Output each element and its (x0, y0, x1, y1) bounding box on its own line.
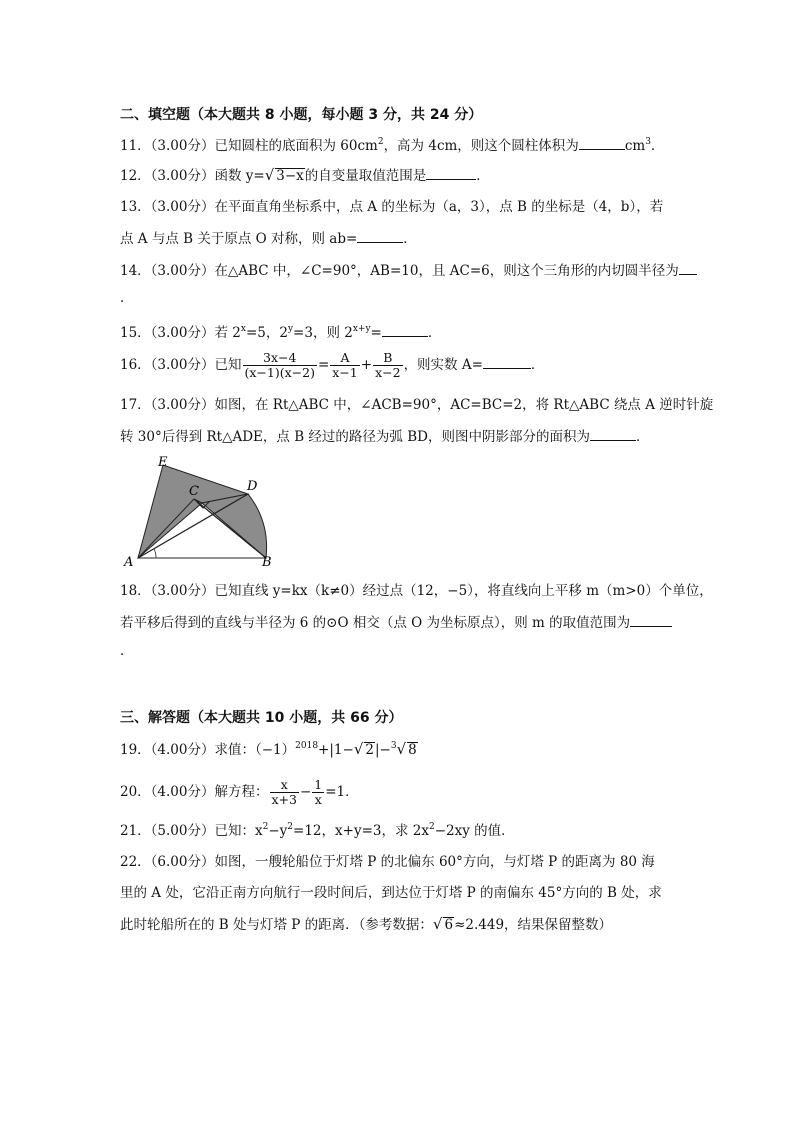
shaded-region-right (202, 494, 267, 558)
fraction: $\frac{x}{x+3}$ (271, 777, 297, 807)
answer-blank[interactable] (579, 136, 625, 150)
answer-blank[interactable] (357, 229, 403, 243)
label-c: C (189, 484, 199, 499)
question-22-line-1: 22．（6.00分）如图，一艘轮船位于灯塔 P 的北偏东 60°方向，与灯塔 P 的距离为 80 海 (120, 854, 655, 870)
question-20: 20．（4.00分）解方程： $\frac{x}{x+3}$ − $\frac{1}{x}$ =1． (120, 777, 359, 807)
question-18-line-3: ． (120, 643, 134, 659)
answer-blank[interactable] (590, 427, 636, 441)
question-22-line-3: 此时轮船所在的 B 处与灯塔 P 的距离．（参考数据：√ 6≈2.449，结果保留整数） (120, 915, 613, 933)
label-a: A (124, 555, 134, 570)
answer-blank[interactable] (382, 323, 428, 337)
question-14-line-1: 14．（3.00分）在△ABC 中，∠C=90°，AB=10，且 AC=6，则这个三角形的内切圆半径为 (120, 261, 697, 280)
question-22-line-2: 里的 A 处，它沿正南方向航行一段时间后，到达位于灯塔 P 的南偏东 45°方向的 B 处，求 (120, 885, 662, 901)
section-2-title: 二、填空题（本大题共 8 小题，每小题 3 分，共 24 分） (120, 107, 483, 123)
label-d: D (247, 479, 258, 494)
question-15: 15．（3.00分）若 $2^x=5$，$2^y=3$，则 $2^{x+y}=$ ． (120, 324, 442, 341)
question-21: 21．（5.00分）已知：$x^2-y^2=12$，x+y=3，求 $2x^2-2xy$ 的值． (120, 822, 515, 839)
answer-blank[interactable] (426, 166, 476, 180)
question-19: 19．（4.00分）求值：$(-1)^{2018}+|1-√$ 2|−$^3$√ 8 (120, 740, 417, 758)
question-12: 12．（3.00分）函数 y=√ 3−x的自变量取值范围是 ． (120, 166, 490, 184)
fraction: $\frac{B}{x-2}$ (375, 350, 401, 380)
question-13-line-2: 点 A 与点 B 关于原点 O 对称，则 ab= ． (120, 231, 417, 247)
rotation-figure (118, 452, 288, 572)
answer-blank[interactable] (483, 355, 531, 369)
question-16: 16．（3.00分）已知 $\frac{3x-4}{(x-1)(x-2)}$ = $\frac{A}{x-1}$ + $\frac{B}{x-2}$ ，则实数 A= ． (120, 350, 545, 380)
question-17-line-2: 转 30°后得到 Rt△ADE，点 B 经过的路径为弧 BD，则图中阴影部分的面积为 ． (120, 429, 650, 445)
question-18-line-1: 18．（3.00分）已知直线 y=kx（k≠0）经过点（12，−5），将直线向上平移 m（m>0）个单位， (120, 583, 713, 599)
fraction: $\frac{A}{x-1}$ (332, 350, 358, 380)
section-3-title: 三、解答题（本大题共 10 小题，共 66 分） (120, 710, 403, 726)
question-18-line-2: 若平移后得到的直线与半径为 6 的⊙O 相交（点 O 为坐标原点），则 m 的取值范围为 (120, 613, 672, 632)
label-b: B (262, 555, 272, 570)
fraction: $\frac{3x-4}{(x-1)(x-2)}$ (244, 350, 315, 380)
label-e: E (158, 455, 168, 470)
fraction: $\frac{1}{x}$ (314, 777, 323, 807)
question-17-line-1: 17．（3.00分）如图，在 Rt△ABC 中，∠ACB=90°，AC=BC=2，将 Rt△ABC 绕点 A 逆时针旋 (120, 397, 714, 413)
answer-blank[interactable] (630, 613, 672, 627)
answer-blank[interactable] (679, 261, 697, 275)
question-13-line-1: 13．（3.00分）在平面直角坐标系中，点 A 的坐标为（a，3），点 B 的坐标是（4，b），若 (120, 199, 664, 215)
question-11: 11．（3.00分）已知圆柱的底面积为 $60cm^2$，高为 4cm，则这个圆柱体积为 $cm^3$． (120, 137, 665, 154)
question-14-line-2: ． (120, 290, 134, 306)
